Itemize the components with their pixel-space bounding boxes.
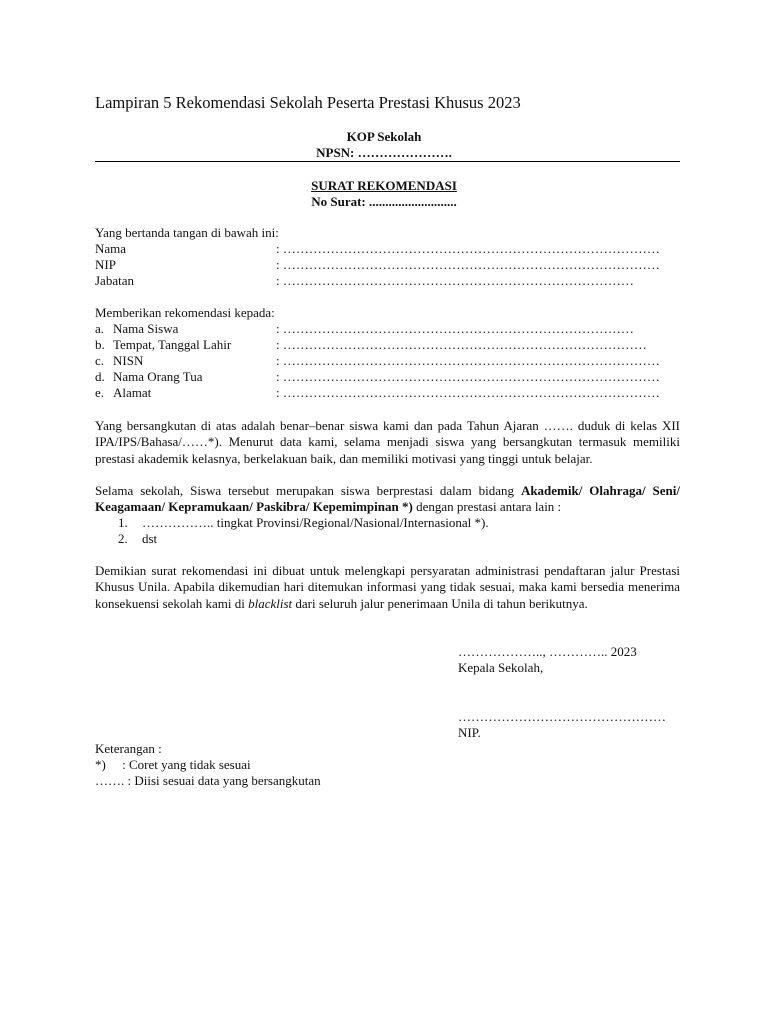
achievement-text: …………….. tingkat Provinsi/Regional/Nasional/Internasional *). [142, 515, 489, 530]
closing-tail: dari seluruh jalur penerimaan Unila di tahun berikutnya. [292, 595, 588, 611]
achievement-number: 1. [118, 515, 128, 530]
note-line: ……. : Diisi sesuai data yang bersangkutan [95, 773, 321, 788]
recommend-intro: Memberikan rekomendasi kepada: [95, 305, 275, 320]
signer-value-nip: : …………………………………………………………………………… [276, 257, 660, 272]
closing-text: Demikian surat rekomendasi ini dibuat untuk melengkapi persyaratan administrasi pendaftaran jalur Prestasi Khusus Unila. Apabila dikemudian hari ditemukan informasi yang tidak sesuai, maka kami bersedia menerima konsekuensi sekolah kami di [95, 563, 680, 611]
recommend-label: Alamat [113, 385, 152, 400]
kop-sekolah: KOP Sekolah [346, 129, 422, 144]
recommend-letter: e. [95, 385, 105, 400]
recommend-letter: d. [95, 369, 105, 384]
recommend-label: Tempat, Tanggal Lahir [113, 337, 232, 352]
achievement-number: 2. [118, 531, 128, 546]
document-title: Lampiran 5 Rekomendasi Sekolah Peserta Prestasi Khusus 2023 [95, 93, 521, 112]
signer-label-jabatan: Jabatan [95, 273, 134, 288]
note-line: *) : Coret yang tidak sesuai [95, 757, 251, 772]
achievement-fields-bold: Akademik/ Olahraga/ Seni/ Keagamaan/ Kepramukaan/ Paskibra/ Kepemimpinan *) [95, 483, 680, 515]
notes-heading: Keterangan : [95, 741, 162, 756]
signer-label-nama: Nama [95, 241, 127, 256]
signer-value-nama: : …………………………………………………………………………… [276, 241, 660, 256]
recommend-value: : …………………………………………………………………………… [276, 353, 660, 368]
signer-label-nip: NIP [95, 257, 116, 272]
recommend-letter: b. [95, 337, 105, 352]
recommend-label: Nama Siswa [113, 321, 179, 336]
signature-role: Kepala Sekolah, [458, 660, 544, 675]
paragraph-achievement-text: Selama sekolah, Siswa tersebut merupakan siswa berprestasi dalam bidang [95, 483, 521, 498]
recommend-value: : ………………………………………………………………………… [276, 337, 647, 352]
recommend-label: Nama Orang Tua [113, 369, 203, 384]
recommend-value: : …………………………………………………………………………… [276, 385, 660, 400]
paragraph-achievement-tail: dengan prestasi antara lain : [412, 499, 562, 515]
signature-nip: NIP. [458, 725, 481, 740]
paragraph-achievement-field [95, 483, 680, 516]
recommend-value: : …………………………………………………………………………… [276, 369, 660, 384]
letter-number: No Surat: ........................... [311, 194, 457, 209]
achievement-text: dst [142, 531, 158, 546]
signature-date: ……………….., ………….. 2023 [458, 644, 637, 659]
signer-value-jabatan: : ……………………………………………………………………… [276, 273, 634, 288]
recommend-letter: c. [95, 353, 105, 368]
header-divider [95, 161, 680, 162]
npsn-line: NPSN: …………………. [316, 145, 452, 160]
signature-line: ………………………………………… [458, 709, 666, 724]
signer-intro: Yang bertanda tangan di bawah ini: [95, 225, 279, 240]
recommend-value: : ……………………………………………………………………… [276, 321, 634, 336]
recommend-letter: a. [95, 321, 105, 336]
paragraph-student-status: Yang bersangkutan di atas adalah benar–benar siswa kami dan pada Tahun Ajaran ……. duduk di kelas XII IPA/IPS/Bahasa/……*). Menurut data kami, selama menjadi siswa yang bersangkutan termasuk memiliki prestasi akademik kelasnya, berkelakuan baik, dan memiliki motivasi yang tinggi untuk belajar. [95, 418, 680, 466]
paragraph-closing [95, 563, 680, 612]
blacklist-word: blacklist [248, 595, 293, 611]
letter-heading: SURAT REKOMENDASI [311, 178, 457, 193]
recommend-label: NISN [113, 353, 144, 368]
